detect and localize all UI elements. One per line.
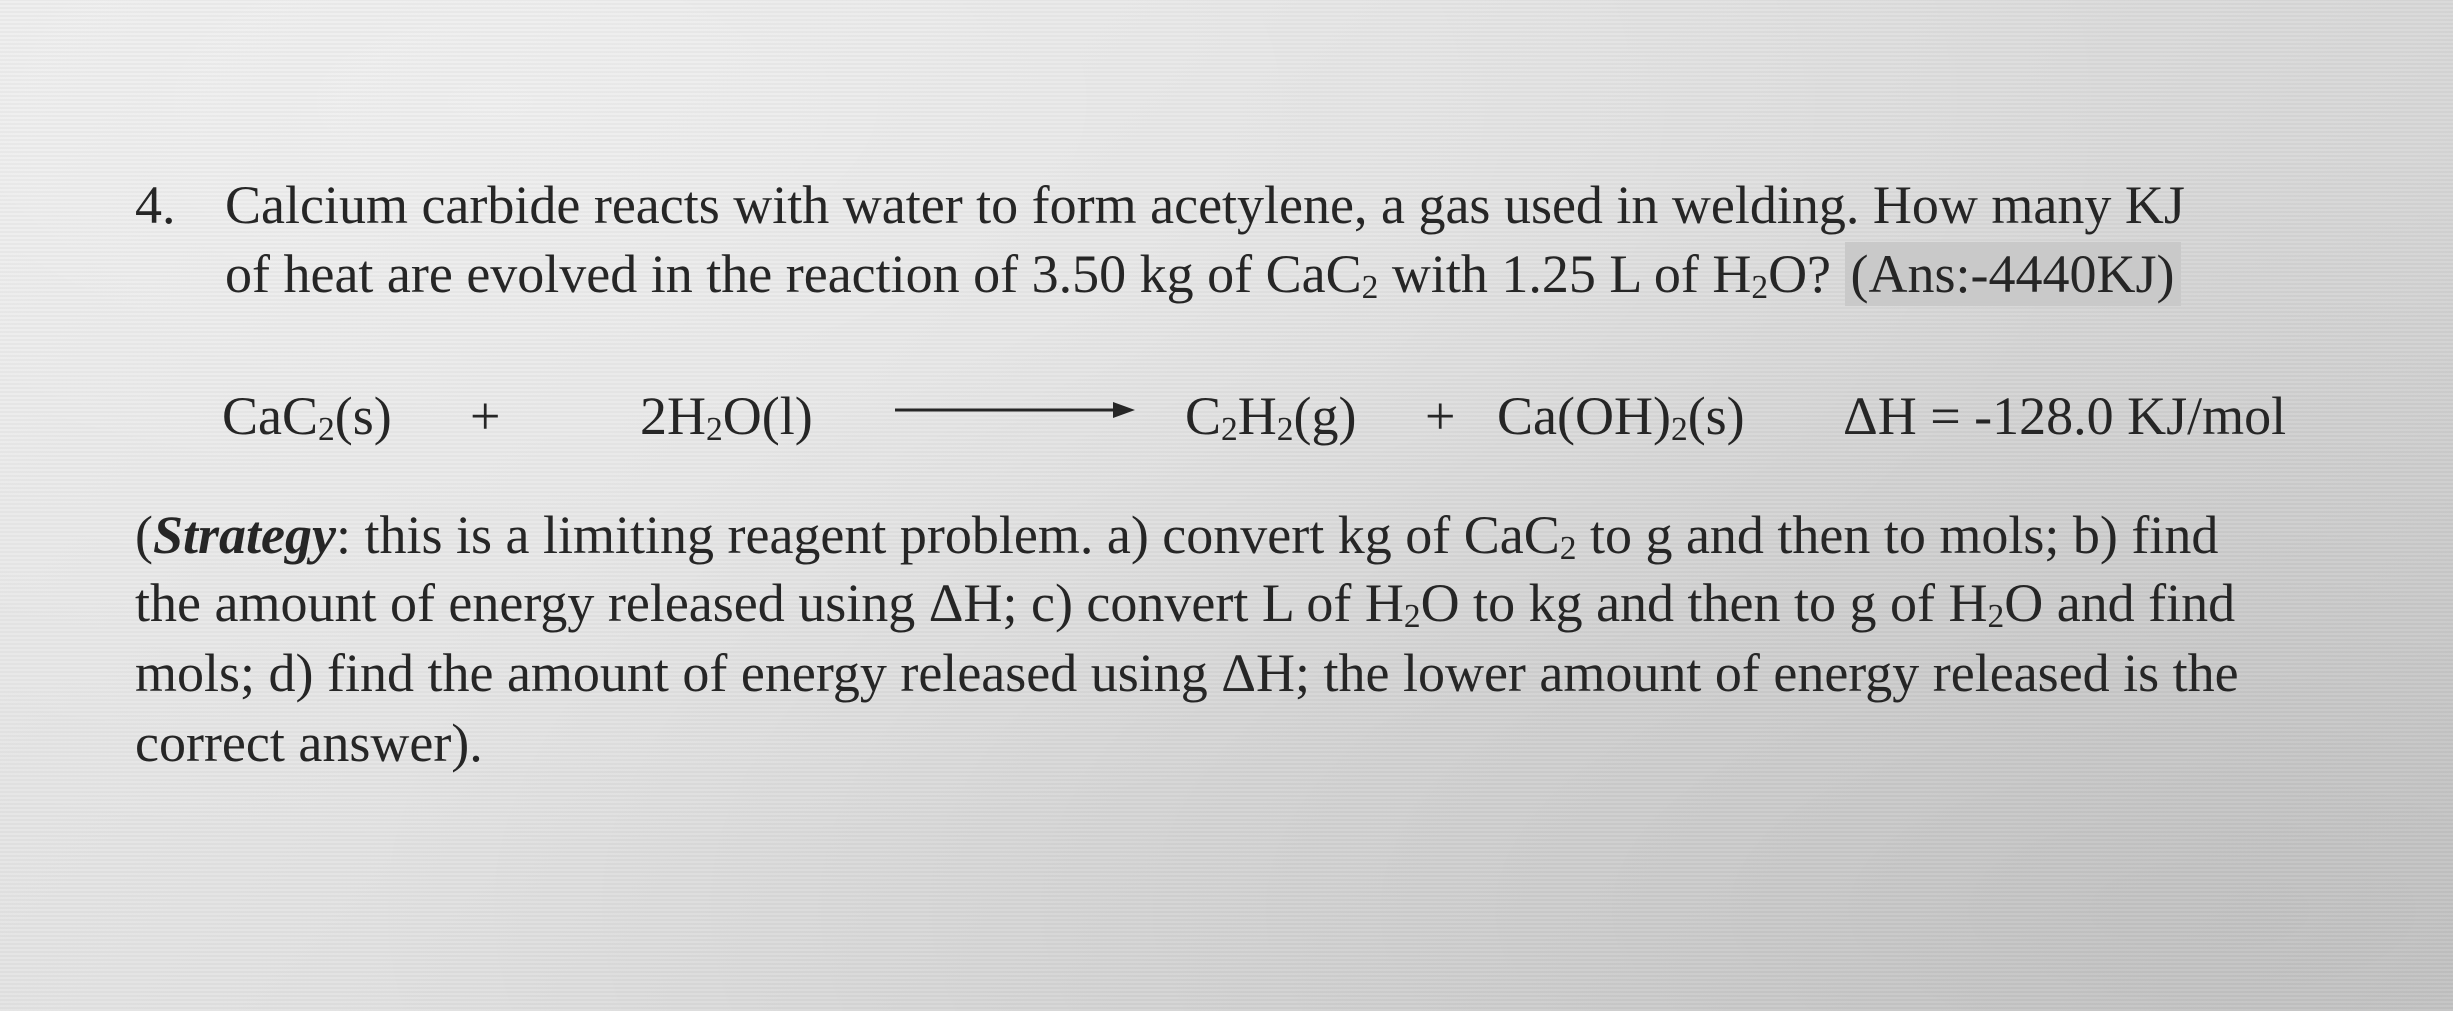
question-text: O?	[1768, 244, 1845, 304]
reaction-arrow-icon	[895, 400, 1135, 420]
product-calcium-hydroxide: $Ca(OH)_2(s)$	[1497, 386, 1745, 449]
strategy-label: Strategy	[152, 505, 336, 565]
answer-highlight: (Ans:-4440KJ)	[1845, 242, 2181, 306]
strategy-line-1: (Strategy: this is a limiting reagent problem. a) convert kg of CaC$_2$ to g and then to mols; b) find	[135, 505, 2219, 568]
question-text: of heat are evolved in the reaction of 3.50 kg of CaC	[225, 244, 1362, 304]
reactant-water: $2H_2O(l)$	[640, 386, 813, 449]
plus-sign: +	[470, 386, 501, 446]
question-text-line-2	[225, 244, 2181, 307]
reactant-calcium-carbide: CaC$_2$(s)	[222, 386, 392, 449]
strategy-line-2: the amount of energy released using ΔH; c) convert L of $H_2O$ to kg and then to g of $H_2O$ and find	[135, 573, 2236, 636]
question-text: with 1.25 L of H	[1378, 244, 1752, 304]
strategy-line-3: mols; d) find the amount of energy released using ΔH; the lower amount of energy released is the	[135, 643, 2239, 703]
strategy-line-4: correct answer).	[135, 713, 483, 773]
subscript: 2	[1751, 269, 1769, 307]
question-text-line-1: Calcium carbide reacts with water to form acetylene, a gas used in welding. How many KJ	[225, 175, 2185, 235]
subscript: 2	[1361, 269, 1379, 307]
product-acetylene: $C_2H_2(g)$	[1185, 386, 1357, 449]
plus-sign: +	[1425, 386, 1456, 446]
enthalpy-value: ΔH = -128.0 KJ/mol	[1843, 386, 2287, 446]
question-number: 4.	[135, 175, 176, 235]
